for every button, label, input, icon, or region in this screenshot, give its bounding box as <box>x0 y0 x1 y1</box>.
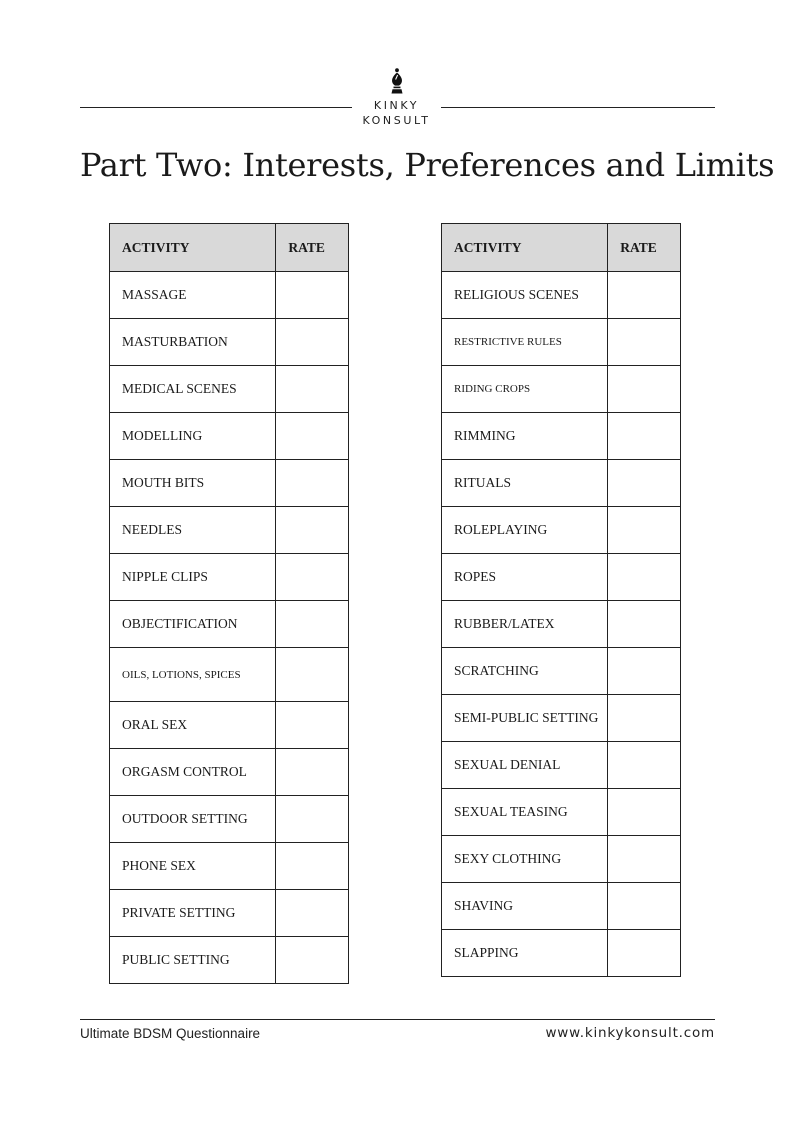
rate-cell[interactable] <box>276 749 349 796</box>
table-row <box>110 843 349 890</box>
table-row <box>110 554 349 601</box>
rate-cell[interactable] <box>608 883 681 930</box>
header-rule-right <box>441 107 715 108</box>
table-row <box>442 789 681 836</box>
activity-cell: SLAPPING <box>442 930 608 977</box>
activity-cell: OILS, LOTIONS, SPICES <box>110 648 276 702</box>
activity-cell: MASTURBATION <box>110 319 276 366</box>
table-row <box>442 695 681 742</box>
activity-cell: RUBBER/LATEX <box>442 601 608 648</box>
table-row <box>110 272 349 319</box>
rate-cell[interactable] <box>276 319 349 366</box>
table-row <box>110 937 349 984</box>
activity-cell: SCRATCHING <box>442 648 608 695</box>
rate-cell[interactable] <box>608 695 681 742</box>
activity-table-left <box>109 223 349 984</box>
rate-cell[interactable] <box>276 272 349 319</box>
table-row <box>110 366 349 413</box>
footer-rule <box>80 1019 715 1020</box>
table-header-row <box>442 224 681 272</box>
rate-cell[interactable] <box>276 648 349 702</box>
activity-cell: PRIVATE SETTING <box>110 890 276 937</box>
brand-logo <box>352 68 441 128</box>
table-row <box>442 460 681 507</box>
activity-cell: MODELLING <box>110 413 276 460</box>
rate-cell[interactable] <box>608 413 681 460</box>
activity-cell: NIPPLE CLIPS <box>110 554 276 601</box>
rate-cell[interactable] <box>608 930 681 977</box>
chess-bishop-icon <box>387 68 407 94</box>
table-row <box>442 554 681 601</box>
column-header-activity: ACTIVITY <box>110 224 276 272</box>
rate-cell[interactable] <box>608 789 681 836</box>
rate-cell[interactable] <box>276 507 349 554</box>
rate-cell[interactable] <box>276 843 349 890</box>
rate-cell[interactable] <box>608 742 681 789</box>
brand-name-line1: KINKY <box>373 99 420 112</box>
rate-cell[interactable] <box>608 836 681 883</box>
table-row <box>442 272 681 319</box>
activity-cell: RIMMING <box>442 413 608 460</box>
rate-cell[interactable] <box>276 890 349 937</box>
page-title: Part Two: Interests, Preferences and Limits <box>80 146 775 184</box>
activity-cell: ORAL SEX <box>110 702 276 749</box>
table-row <box>110 413 349 460</box>
table-row <box>110 749 349 796</box>
rate-cell[interactable] <box>276 702 349 749</box>
brand-name-line2: KONSULT <box>362 114 431 127</box>
activity-cell: MOUTH BITS <box>110 460 276 507</box>
activity-cell: RELIGIOUS SCENES <box>442 272 608 319</box>
activity-cell: OUTDOOR SETTING <box>110 796 276 843</box>
activity-cell: SEXY CLOTHING <box>442 836 608 883</box>
table-row <box>110 648 349 702</box>
rate-cell[interactable] <box>608 601 681 648</box>
table-row <box>110 796 349 843</box>
table-row <box>442 742 681 789</box>
table-header-row <box>110 224 349 272</box>
table-row <box>442 601 681 648</box>
table-row <box>442 507 681 554</box>
column-header-rate: RATE <box>608 224 681 272</box>
column-header-activity: ACTIVITY <box>442 224 608 272</box>
activity-cell: SEXUAL TEASING <box>442 789 608 836</box>
rate-cell[interactable] <box>276 554 349 601</box>
activity-cell: NEEDLES <box>110 507 276 554</box>
rate-cell[interactable] <box>608 507 681 554</box>
rate-cell[interactable] <box>276 796 349 843</box>
activity-cell: ROLEPLAYING <box>442 507 608 554</box>
rate-cell[interactable] <box>608 319 681 366</box>
table-row <box>442 648 681 695</box>
activity-cell: RITUALS <box>442 460 608 507</box>
activity-cell: OBJECTIFICATION <box>110 601 276 648</box>
rate-cell[interactable] <box>608 460 681 507</box>
table-row <box>442 836 681 883</box>
table-row <box>110 601 349 648</box>
footer-website-link[interactable]: www.kinkykonsult.com <box>545 1025 715 1041</box>
rate-cell[interactable] <box>276 413 349 460</box>
table-row <box>442 366 681 413</box>
activity-cell: RIDING CROPS <box>442 366 608 413</box>
rate-cell[interactable] <box>276 460 349 507</box>
table-row <box>442 413 681 460</box>
table-row <box>110 890 349 937</box>
table-row <box>110 702 349 749</box>
column-header-rate: RATE <box>276 224 349 272</box>
activity-cell: ROPES <box>442 554 608 601</box>
rate-cell[interactable] <box>276 366 349 413</box>
table-row <box>110 507 349 554</box>
activity-cell: MEDICAL SCENES <box>110 366 276 413</box>
activity-cell: SEMI-PUBLIC SETTING <box>442 695 608 742</box>
activity-cell: SEXUAL DENIAL <box>442 742 608 789</box>
table-row <box>110 319 349 366</box>
rate-cell[interactable] <box>276 601 349 648</box>
activity-cell: RESTRICTIVE RULES <box>442 319 608 366</box>
rate-cell[interactable] <box>608 272 681 319</box>
activity-cell: ORGASM CONTROL <box>110 749 276 796</box>
rate-cell[interactable] <box>608 648 681 695</box>
activity-table-right <box>441 223 681 977</box>
rate-cell[interactable] <box>608 366 681 413</box>
table-row <box>110 460 349 507</box>
activity-cell: PUBLIC SETTING <box>110 937 276 984</box>
footer-document-title: Ultimate BDSM Questionnaire <box>80 1026 261 1041</box>
activity-cell: MASSAGE <box>110 272 276 319</box>
activity-cell: SHAVING <box>442 883 608 930</box>
table-row <box>442 883 681 930</box>
table-row <box>442 319 681 366</box>
rate-cell[interactable] <box>608 554 681 601</box>
activity-cell: PHONE SEX <box>110 843 276 890</box>
header-rule-left <box>80 107 352 108</box>
rate-cell[interactable] <box>276 937 349 984</box>
table-row <box>442 930 681 977</box>
